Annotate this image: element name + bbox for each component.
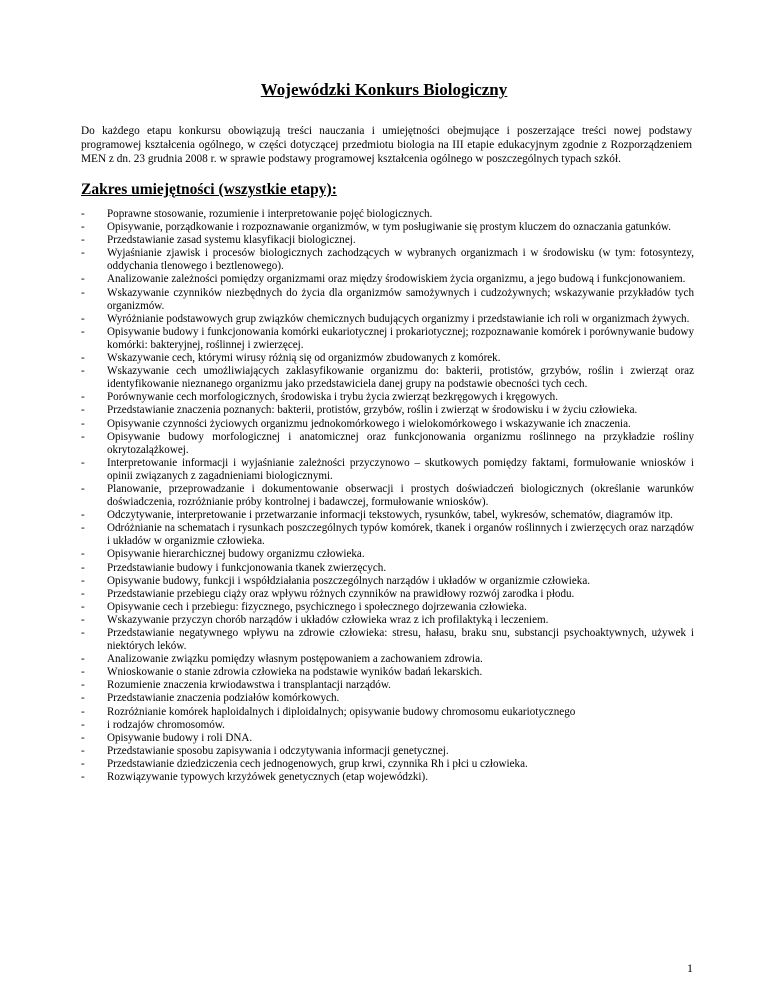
- page-number: 1: [687, 961, 693, 975]
- intro-paragraph: Do każdego etapu konkursu obowiązują treści nauczania i umiejętności obejmujące i poszerzające treści nowej podstawy programowej kształcenia ogólnego, w części dotyczącej przedmiotu biologia na III etapie edukacyjnym zgodnie z Rozporządzeniem MEN z dn. 23 grudnia 2008 r. w sprawie podstawy programowej kształcenia ogólnego w poszczególnych typach szkół.: [81, 125, 692, 166]
- list-item: - Wskazywanie cech umożliwiających zaklasyfikowanie organizmu do: bakterii, protistów, grzybów, roślin i zwierząt oraz identyfikowanie nieznanego organizmu jako przedstawiciela danej grupy na podstawie obecności tych cech.: [0, 365, 694, 391]
- list-item: - Przedstawianie znaczenia podziałów komórkowych.: [0, 692, 694, 705]
- list-item: - Opisywanie czynności życiowych organizmu jednokomórkowego i wielokomórkowego i wskazywanie ich znaczenia.: [0, 418, 694, 431]
- list-item: - Przedstawianie znaczenia poznanych: bakterii, protistów, grzybów, roślin i zwierząt w środowisku i w życiu człowieka.: [0, 404, 694, 417]
- list-item: - Opisywanie hierarchicznej budowy organizmu człowieka.: [0, 548, 694, 561]
- list-item: - Przedstawianie przebiegu ciąży oraz wpływu różnych czynników na prawidłowy rozwój zarodka i płodu.: [0, 588, 694, 601]
- list-item: - Opisywanie, porządkowanie i rozpoznawanie organizmów, w tym posługiwanie się prostym kluczem do oznaczania gatunków.: [0, 221, 694, 234]
- list-item: - Przedstawianie negatywnego wpływu na zdrowie człowieka: stresu, hałasu, braku snu, substancji psychoaktywnych, używek i niektórych leków.: [0, 627, 694, 653]
- list-item: - Opisywanie budowy i roli DNA.: [0, 732, 694, 745]
- list-item: - Interpretowanie informacji i wyjaśnianie zależności przyczynowo – skutkowych pomiędzy faktami, formułowanie wniosków i opinii związanych z zagadnieniami biologicznymi.: [0, 457, 694, 483]
- list-item: - Opisywanie budowy i funkcjonowania komórki eukariotycznej i prokariotycznej; rozpoznawanie komórek i porównywanie budowy komórki: bakteryjnej, roślinnej i zwierzęcej.: [0, 326, 694, 352]
- list-item: - Planowanie, przeprowadzanie i dokumentowanie obserwacji i prostych doświadczeń biologicznych (określanie warunków doświadczenia, rozróżnianie próby kontrolnej i badawczej, formułowanie wniosków).: [0, 483, 694, 509]
- list-item: - Przedstawianie zasad systemu klasyfikacji biologicznej.: [0, 234, 694, 247]
- list-item: - Wskazywanie cech, którymi wirusy różnią się od organizmów zbudowanych z komórek.: [0, 352, 694, 365]
- list-item: - Wskazywanie czynników niezbędnych do życia dla organizmów samożywnych i cudzożywnych; wskazywanie przykładów tych organizmów.: [0, 287, 694, 313]
- skills-list: [0, 208, 694, 784]
- list-item: - Wyróżnianie podstawowych grup związków chemicznych budujących organizmy i przedstawianie ich roli w organizmach żywych.: [0, 313, 694, 326]
- list-item: - Przedstawianie budowy i funkcjonowania tkanek zwierzęcych.: [0, 562, 694, 575]
- list-item: - Poprawne stosowanie, rozumienie i interpretowanie pojęć biologicznych.: [0, 208, 694, 221]
- list-item: - Wyjaśnianie zjawisk i procesów biologicznych zachodzących w wybranych organizmach i w środowisku (w tym: fotosyntezy, oddychania tlenowego i beztlenowego).: [0, 247, 694, 273]
- section-heading: Zakres umiejętności (wszystkie etapy):: [81, 181, 337, 198]
- list-item: - Odróżnianie na schematach i rysunkach poszczególnych typów komórek, tkanek i organów roślinnych i zwierzęcych oraz narządów i układów w organizmie człowieka.: [0, 522, 694, 548]
- list-item: - Rozwiązywanie typowych krzyżówek genetycznych (etap wojewódzki).: [0, 771, 694, 784]
- list-item: - Analizowanie związku pomiędzy własnym postępowaniem a zachowaniem zdrowia.: [0, 653, 694, 666]
- list-item: - Wnioskowanie o stanie zdrowia człowieka na podstawie wyników badań lekarskich.: [0, 666, 694, 679]
- list-item: - Porównywanie cech morfologicznych, środowiska i trybu życia zwierząt bezkręgowych i kręgowych.: [0, 391, 694, 404]
- list-item: - i rodzajów chromosomów.: [0, 719, 694, 732]
- list-item: - Rozróżnianie komórek haploidalnych i diploidalnych; opisywanie budowy chromosomu eukariotycznego: [0, 706, 694, 719]
- list-item: - Odczytywanie, interpretowanie i przetwarzanie informacji tekstowych, rysunków, tabel, wykresów, schematów, diagramów itp.: [0, 509, 694, 522]
- document-title: Wojewódzki Konkurs Biologiczny: [260, 80, 508, 99]
- list-item: - Opisywanie budowy, funkcji i współdziałania poszczególnych narządów i układów w organizmie człowieka.: [0, 575, 694, 588]
- list-item: - Przedstawianie dziedziczenia cech jednogenowych, grup krwi, czynnika Rh i płci u człowieka.: [0, 758, 694, 771]
- list-item: - Analizowanie zależności pomiędzy organizmami oraz między środowiskiem życia organizmu, a jego budową i funkcjonowaniem.: [0, 273, 694, 286]
- list-item: - Przedstawianie sposobu zapisywania i odczytywania informacji genetycznej.: [0, 745, 694, 758]
- list-item: - Rozumienie znaczenia krwiodawstwa i transplantacji narządów.: [0, 679, 694, 692]
- list-item: - Wskazywanie przyczyn chorób narządów i układów człowieka wraz z ich profilaktyką i leczeniem.: [0, 614, 694, 627]
- list-item: - Opisywanie budowy morfologicznej i anatomicznej oraz funkcjonowania organizmu roślinnego na przykładzie rośliny okrytozalążkowej.: [0, 431, 694, 457]
- list-item: - Opisywanie cech i przebiegu: fizycznego, psychicznego i społecznego dojrzewania człowieka.: [0, 601, 694, 614]
